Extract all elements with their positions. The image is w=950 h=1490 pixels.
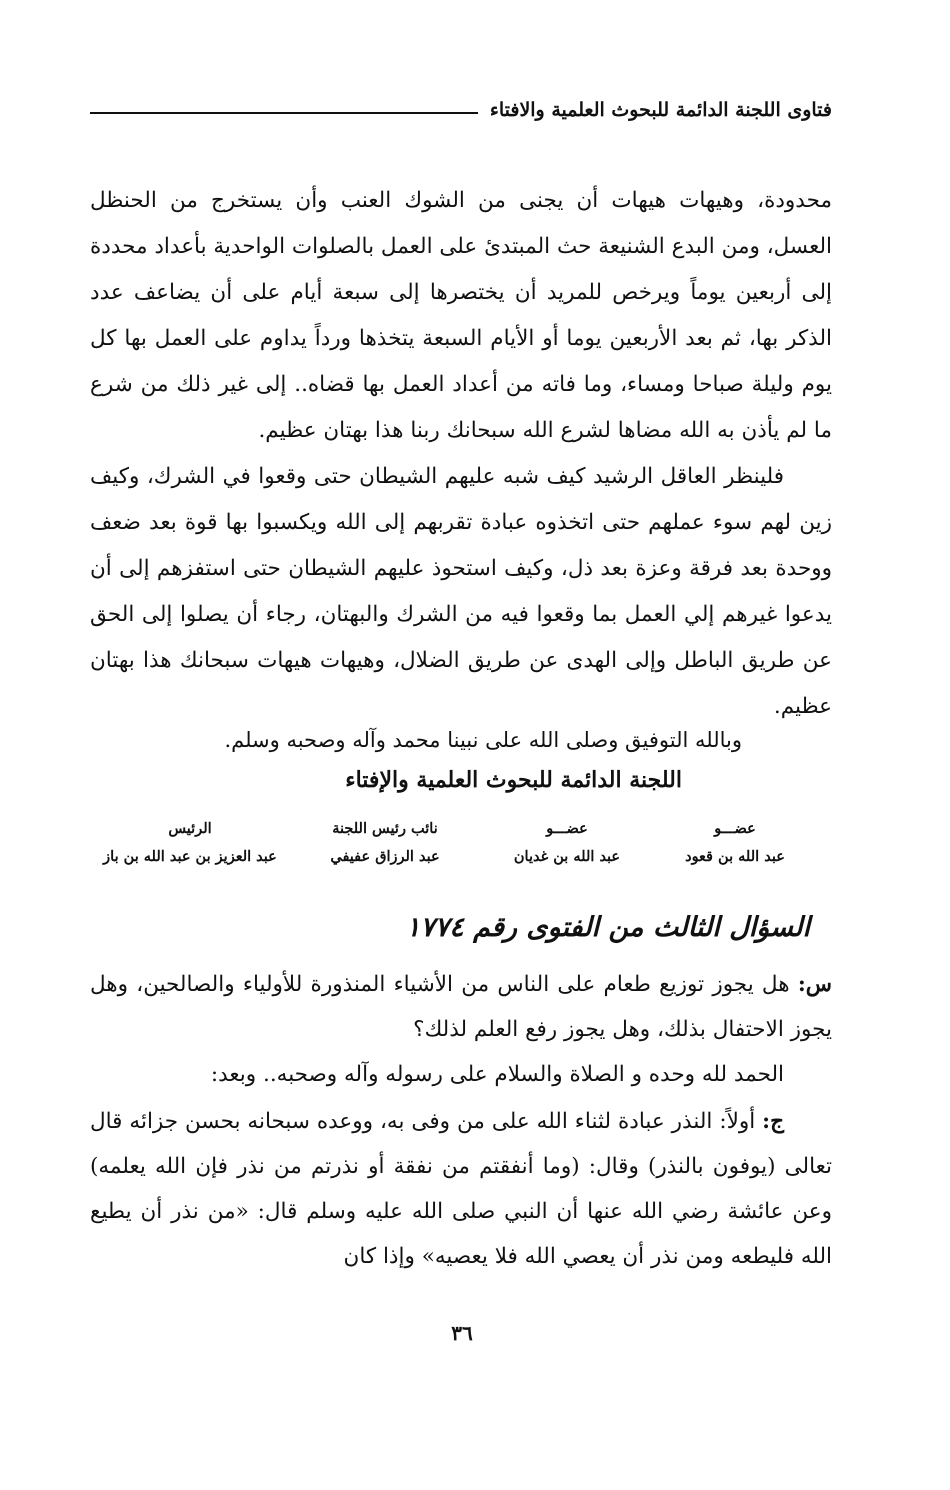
signatory [315,815,455,871]
header-rule [90,112,478,114]
signatory-name: عبد العزيز بن عبد الله بن باز [103,848,277,865]
paragraph: محدودة، وهيهات هيهات أن يجنى من الشوك العنب وأن يستخرج من الحنظل العسل، ومن البدع الشنيعة حث المبتدئ على العمل بالصلوات الواحدية بأعداد محددة إلى أربعين يوماً ويرخص للمريد أن يختصرها إلى سبعة أيام على أن يضاعف عدد الذكر بها، ثم بعد الأربعين يوما أو الأيام السبعة يتخذها ورداً يداوم على العمل بها كل يوم وليلة صباحا ومساء، وما فاته من أعداد العمل بها قضاه.. إلى غير ذلك من شرع ما لم يأذن به الله مضاها لشرع الله سبحانك ربنا هذا بهتان عظيم. [90,188,832,443]
preamble: الحمد لله وحده و الصلاة والسلام على رسوله وآله وصحبه.. وبعد: [210,1062,784,1087]
header-title: فتاوى اللجنة الدائمة للبحوث العلمية والافتاء [489,99,832,121]
signatory [675,815,795,871]
signatory-name: عبد الرزاق عفيفي [330,848,440,865]
page-number: ٣٦ [451,1321,473,1345]
signatories [95,815,795,871]
answer-paragraph [90,1099,832,1279]
signatory-name: عبد الله بن قعود [685,848,785,865]
question-label: س: [797,972,832,997]
answer-text: أولاً: النذر عبادة لثناء الله على من وفى به، ووعده سبحانه بحسن جزائه قال تعالى (يوفون بالنذر) وقال: (وما أنفقتم من نفقة أو نذرتم من نذر فإن الله يعلمه) وعن عائشة رضي الله عنها أن النبي صلى الله عليه وسلم قال: «من نذر أن يطيع الله فليطعه ومن نذر أن يعصي الله فلا يعصيه» وإذا كان [90,1109,832,1269]
answer-label: ج: [762,1109,784,1134]
signatory-role: عضـــو [714,820,756,837]
committee-name: اللجنة الدائمة للبحوث العلمية والإفتاء [345,767,682,793]
question-paragraph [90,962,832,1052]
signatory-role: الرئيس [168,820,212,837]
question-text: هل يجوز توزيع طعام على الناس من الأشياء المنذورة للأولياء والصالحين، وهل يجوز الاحتفال بذلك، وهل يجوز رفع العلم لذلك؟ [90,972,832,1042]
question-block [90,962,832,1097]
running-header [90,90,832,130]
closing-line: وبالله التوفيق وصلى الله على نبينا محمد وآله وصحبه وسلم. [224,728,742,752]
signatory-role: نائب رئيس اللجنة [332,820,438,837]
section-title: السؤال الثالث من الفتوى رقم ١٧٧٤ [405,912,810,943]
signatory [90,815,290,871]
signatory-role: عضـــو [546,820,588,837]
answer-block [90,1099,832,1279]
signatory-name: عبد الله بن غديان [513,848,621,865]
body-text-block [90,178,832,730]
signatory [497,815,637,871]
paragraph: فلينظر العاقل الرشيد كيف شبه عليهم الشيطان حتى وقعوا في الشرك، وكيف زين لهم سوء عملهم حتى اتخذوه عبادة تقربهم إلى الله ويكسبوا بها قوة بعد ضعف ووحدة بعد فرقة وعزة بعد ذل، وكيف استحوذ عليهم الشيطان حتى استفزهم إلى أن يدعوا غيرهم إلي العمل بما وقعوا فيه من الشرك والبهتان، رجاء أن يصلوا إلى الحق عن طريق الباطل وإلى الهدى عن طريق الضلال، وهيهات هيهات سبحانك هذا بهتان عظيم. [90,464,832,719]
